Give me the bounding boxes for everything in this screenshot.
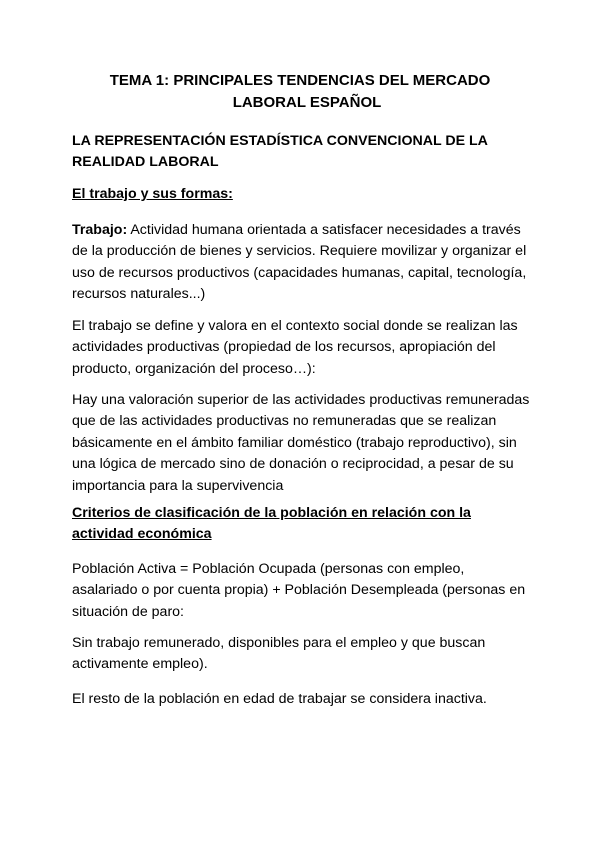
paragraph-2-line-3: producto, organización del proceso…): bbox=[72, 360, 316, 377]
paragraph-3-line-1: Hay una valoración superior de las actividades productivas remuneradas bbox=[72, 392, 530, 408]
definition-line-3: uso de recursos productivos (capacidades humanas, capital, tecnología, bbox=[72, 264, 527, 281]
definition-line-4: recursos naturales...) bbox=[72, 286, 206, 303]
definition-paragraph bbox=[72, 220, 532, 306]
page-title bbox=[72, 70, 528, 114]
definition-line-1 bbox=[72, 220, 532, 241]
subheading-criterios-block bbox=[72, 503, 532, 546]
paragraph-6-line-1: El resto de la población en edad de trabajar se considera inactiva. bbox=[72, 691, 487, 707]
paragraph-5-line-1: Sin trabajo remunerado, disponibles para el empleo y que buscan bbox=[72, 635, 486, 651]
section-heading-line-1: LA REPRESENTACIÓN ESTADÍSTICA CONVENCIONAL DE LA bbox=[72, 133, 488, 149]
subheading-trabajo-block bbox=[72, 184, 532, 205]
paragraph-6 bbox=[72, 689, 532, 710]
paragraph-3-line-3: básicamente en el ámbito familiar doméstico (trabajo reproductivo), sin bbox=[72, 434, 517, 451]
paragraph-4-line-2: asalariado o por cuenta propia) + Población Desempleada (personas en bbox=[72, 582, 526, 599]
paragraph-2-line-1: El trabajo se define y valora en el contexto social donde se realizan las bbox=[72, 318, 518, 334]
paragraph-2-line-2: actividades productivas (propiedad de los recursos, apropiación del bbox=[72, 339, 496, 356]
definition-term: Trabajo: bbox=[72, 222, 128, 238]
subheading-criterios-text-1: Criterios de clasificación de la población en relación con la bbox=[72, 505, 471, 521]
paragraph-3-line-5: importancia para la supervivencia bbox=[72, 477, 284, 494]
title-line-1: TEMA 1: PRINCIPALES TENDENCIAS DEL MERCADO bbox=[109, 72, 491, 89]
subheading-criterios-line-1 bbox=[72, 503, 532, 524]
section-heading bbox=[72, 131, 532, 173]
section-heading-line-2: REALIDAD LABORAL bbox=[72, 154, 219, 170]
paragraph-4 bbox=[72, 559, 532, 623]
definition-text-1: Actividad humana orientada a satisfacer necesidades a través bbox=[127, 222, 521, 238]
subheading-trabajo: El trabajo y sus formas: bbox=[72, 186, 233, 202]
definition-line-2: de la producción de bienes y servicios. Requiere movilizar y organizar el bbox=[72, 243, 527, 260]
paragraph-2 bbox=[72, 316, 532, 380]
paragraph-4-line-1: Población Activa = Población Ocupada (personas con empleo, bbox=[72, 561, 465, 577]
paragraph-5-line-2: activamente empleo). bbox=[72, 656, 208, 673]
paragraph-5 bbox=[72, 633, 532, 676]
paragraph-3-line-2: que de las actividades productivas no remuneradas que se realizan bbox=[72, 413, 497, 430]
paragraph-3 bbox=[72, 390, 532, 497]
subheading-criterios-line-2 bbox=[72, 524, 532, 545]
paragraph-3-line-4: una lógica de mercado sino de donación o reciprocidad, a pesar de su bbox=[72, 456, 514, 473]
subheading-criterios-text-2: actividad económica bbox=[72, 526, 212, 543]
paragraph-4-line-3: situación de paro: bbox=[72, 603, 184, 620]
title-line-2: LABORAL ESPAÑOL bbox=[232, 94, 382, 111]
